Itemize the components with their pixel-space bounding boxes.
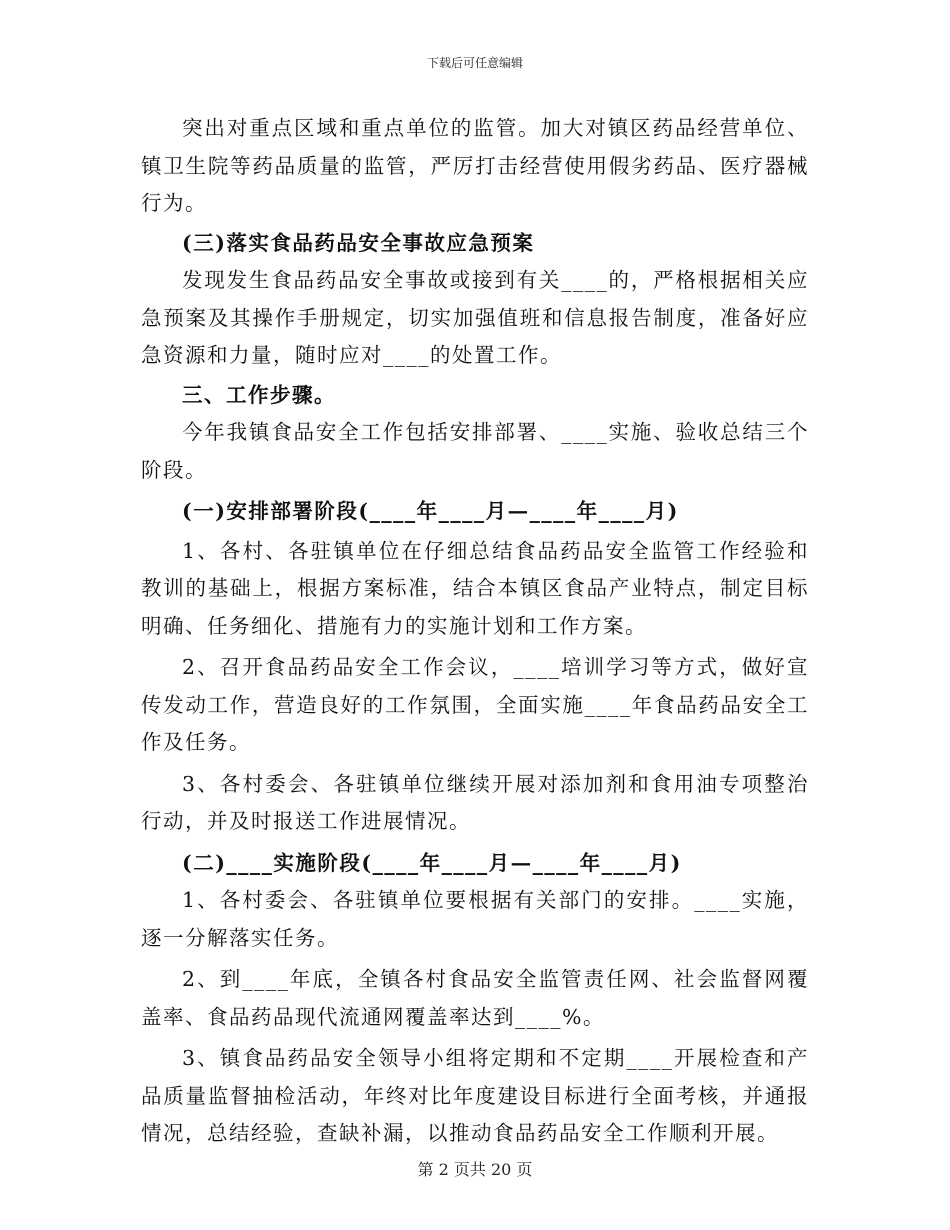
- page-header: 下载后可任意编辑: [426, 56, 523, 70]
- paragraph-three-stages: 今年我镇食品安全工作包括安排部署、____实施、验收总结三个阶段。: [141, 420, 809, 482]
- heading-deployment-stage: (一)安排部署阶段(____年____月—____年____月): [182, 499, 679, 523]
- page-number: 第 2 页共 20 页: [417, 1160, 533, 1179]
- heading-emergency-plan: (三)落实食品药品安全事故应急预案: [182, 230, 535, 255]
- paragraph-supervision-focus: 突出对重点区域和重点单位的监管。加大对镇区药品经营单位、镇卫生院等药品质量的监管，严厉打击经营使用假劣药品、医疗器械行为。: [141, 116, 809, 215]
- heading-work-steps: 三、工作步骤。: [182, 382, 336, 407]
- list-item: 3、各村委会、各驻镇单位继续开展对添加剂和食用油专项整治行动，并及时报送工作进展情况。: [141, 771, 809, 833]
- list-item: 3、镇食品药品安全领导小组将定期和不定期____开展检查和产品质量监督抽检活动，年终对比年度建设目标进行全面考核，并通报情况，总结经验，查缺补漏，以推动食品药品安全工作顺利开展。: [141, 1046, 809, 1145]
- document-body: [141, 110, 809, 1153]
- list-item: 1、各村委会、各驻镇单位要根据有关部门的安排。____实施，逐一分解落实任务。: [141, 888, 809, 950]
- paragraph-emergency-response: 发现发生食品药品安全事故或接到有关____的，严格根据相关应急预案及其操作手册规定，切实加强值班和信息报告制度，准备好应急资源和力量，随时应对____的处置工作。: [141, 268, 809, 367]
- heading-implementation-stage: (二)____实施阶段(____年____月—____年____月): [182, 850, 682, 875]
- list-item: 2、召开食品药品安全工作会议，____培训学习等方式，做好宣传发动工作，营造良好的工作氛围，全面实施____年食品药品安全工作及任务。: [141, 655, 809, 754]
- list-item: 1、各村、各驻镇单位在仔细总结食品药品安全监管工作经验和教训的基础上，根据方案标准，结合本镇区食品产业特点，制定目标明确、任务细化、措施有力的实施计划和工作方案。: [141, 538, 809, 638]
- list-item: 2、到____年底，全镇各村食品安全监管责任网、社会监督网覆盖率、食品药品现代流通网覆盖率达到____%。: [141, 967, 809, 1029]
